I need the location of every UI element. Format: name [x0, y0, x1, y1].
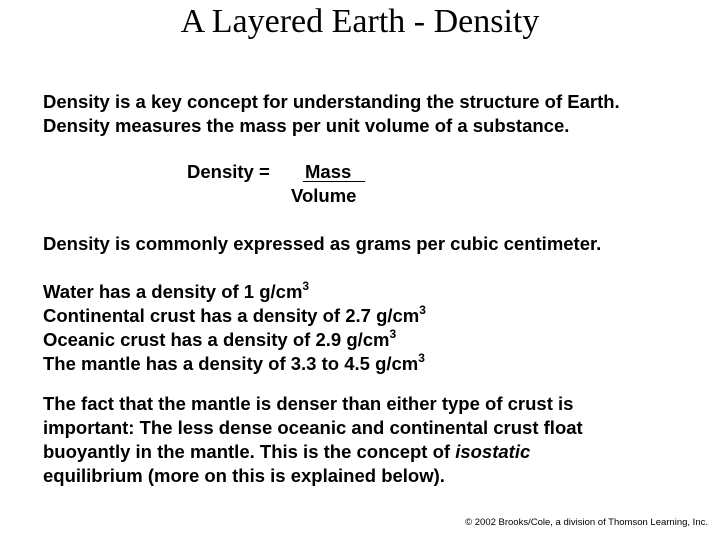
fact-continental-crust [43, 304, 713, 328]
units-sentence: Density is commonly expressed as grams per cubic centimeter. [43, 233, 602, 254]
isostatic-term: isostatic [455, 441, 531, 462]
intro-paragraph [43, 90, 713, 138]
fact-text: The mantle has a density of 3.3 to 4.5 g/cm [43, 353, 419, 374]
density-formula [187, 160, 447, 212]
intro-line-1: Density is a key concept for understanding the structure of Earth. [43, 91, 620, 112]
conclusion-line-1: The fact that the mantle is denser than either type of crust is [43, 393, 574, 414]
fact-superscript: 3 [302, 278, 310, 293]
conclusion-line-3-text: buoyantly in the mantle. This is the concept of [43, 441, 456, 462]
conclusion-line-3 [43, 440, 713, 464]
fact-text: Continental crust has a density of 2.7 g/cm [43, 305, 420, 326]
intro-line-2: Density measures the mass per unit volume of a substance. [43, 115, 570, 136]
page-title: A Layered Earth - Density [180, 3, 540, 40]
fact-text: Oceanic crust has a density of 2.9 g/cm [43, 329, 390, 350]
conclusion-line-4: equilibrium (more on this is explained below). [43, 465, 445, 486]
fact-oceanic-crust [43, 328, 713, 352]
formula-label: Density = [187, 161, 270, 182]
fact-superscript: 3 [418, 350, 425, 365]
fact-superscript: 3 [389, 326, 397, 341]
fraction-bar [303, 181, 365, 182]
formula-denominator: Volume [291, 185, 357, 206]
fact-water [43, 280, 713, 304]
density-facts-list [43, 280, 713, 376]
conclusion-line-2: important: The less dense oceanic and continental crust float [43, 417, 583, 438]
formula-numerator: Mass [305, 161, 352, 182]
conclusion-paragraph [43, 392, 713, 488]
fact-text: Water has a density of 1 g/cm [43, 281, 303, 302]
copyright-notice: © 2002 Brooks/Cole, a division of Thomson Learning, Inc. [465, 517, 708, 528]
fact-superscript: 3 [419, 302, 426, 317]
fact-mantle [43, 352, 713, 376]
